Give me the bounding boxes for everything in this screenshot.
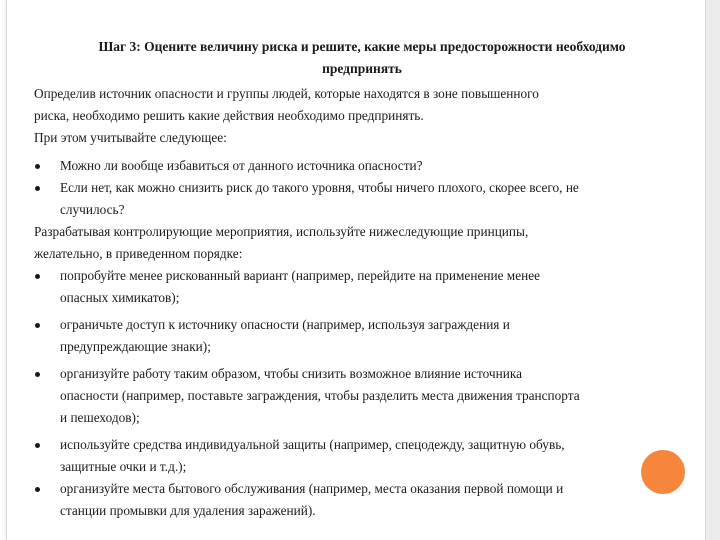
list-item-line: ограничьте доступ к источнику опасности (например, используя заграждения и (60, 317, 510, 332)
list-item (34, 314, 702, 358)
intro-line: риска, необходимо решить какие действия необходимо предпринять. (34, 108, 424, 123)
questions-list (34, 155, 702, 221)
list-item-line: опасных химикатов); (60, 290, 180, 305)
list-item (34, 434, 702, 478)
list-item-line: организуйте работу таким образом, чтобы снизить возможное влияние источника (60, 366, 522, 381)
title-line: Шаг 3: Оцените величину риска и решите, какие меры предосторожности необходимо (98, 39, 626, 54)
list-item-line: станции промывки для удаления заражений). (60, 503, 316, 518)
list-item-line: Можно ли вообще избавиться от данного источника опасности? (60, 158, 423, 173)
bullet-icon (35, 323, 40, 328)
list-item-line: защитные очки и т.д.); (60, 459, 187, 474)
bullet-icon (35, 372, 40, 377)
principles-intro-line: Разрабатывая контролирующие мероприятия, используйте нижеследующие принципы, (34, 224, 529, 239)
list-item-line: попробуйте менее рискованный вариант (например, перейдите на применение менее (60, 268, 541, 283)
list-item-line: организуйте места бытового обслуживания (например, места оказания первой помощи и (60, 481, 564, 496)
list-item-line: предупреждающие знаки); (60, 339, 211, 354)
bullet-icon (35, 186, 40, 191)
intro-line: Определив источник опасности и группы людей, которые находятся в зоне повышенного (34, 86, 539, 101)
list-item (34, 363, 702, 429)
bullet-icon (35, 164, 40, 169)
bullet-icon (35, 274, 40, 279)
intro-line: При этом учитывайте следующее: (34, 130, 227, 145)
right-edge-stripe (706, 0, 720, 540)
slide-body (34, 83, 702, 522)
list-item (34, 177, 702, 221)
list-item (34, 265, 702, 309)
bullet-icon (35, 487, 40, 492)
principles-list (34, 265, 702, 522)
list-item-line: случилось? (60, 202, 125, 217)
list-item-line: Если нет, как можно снизить риск до такого уровня, чтобы ничего плохого, скорее всего, не (60, 180, 579, 195)
list-item (34, 478, 702, 522)
list-item (34, 155, 702, 177)
list-item-line: и пешеходов); (60, 410, 140, 425)
decorative-circle-icon (641, 450, 685, 494)
slide-frame (6, 0, 706, 540)
list-item-line: опасности (например, поставьте заграждения, чтобы разделить места движения транспорта (60, 388, 580, 403)
bullet-icon (35, 443, 40, 448)
slide-title (37, 36, 687, 80)
principles-intro-line: желательно, в приведенном порядке: (34, 246, 243, 261)
title-line: предпринять (322, 61, 402, 76)
list-item-line: используйте средства индивидуальной защиты (например, спецодежду, защитную обувь, (60, 437, 565, 452)
